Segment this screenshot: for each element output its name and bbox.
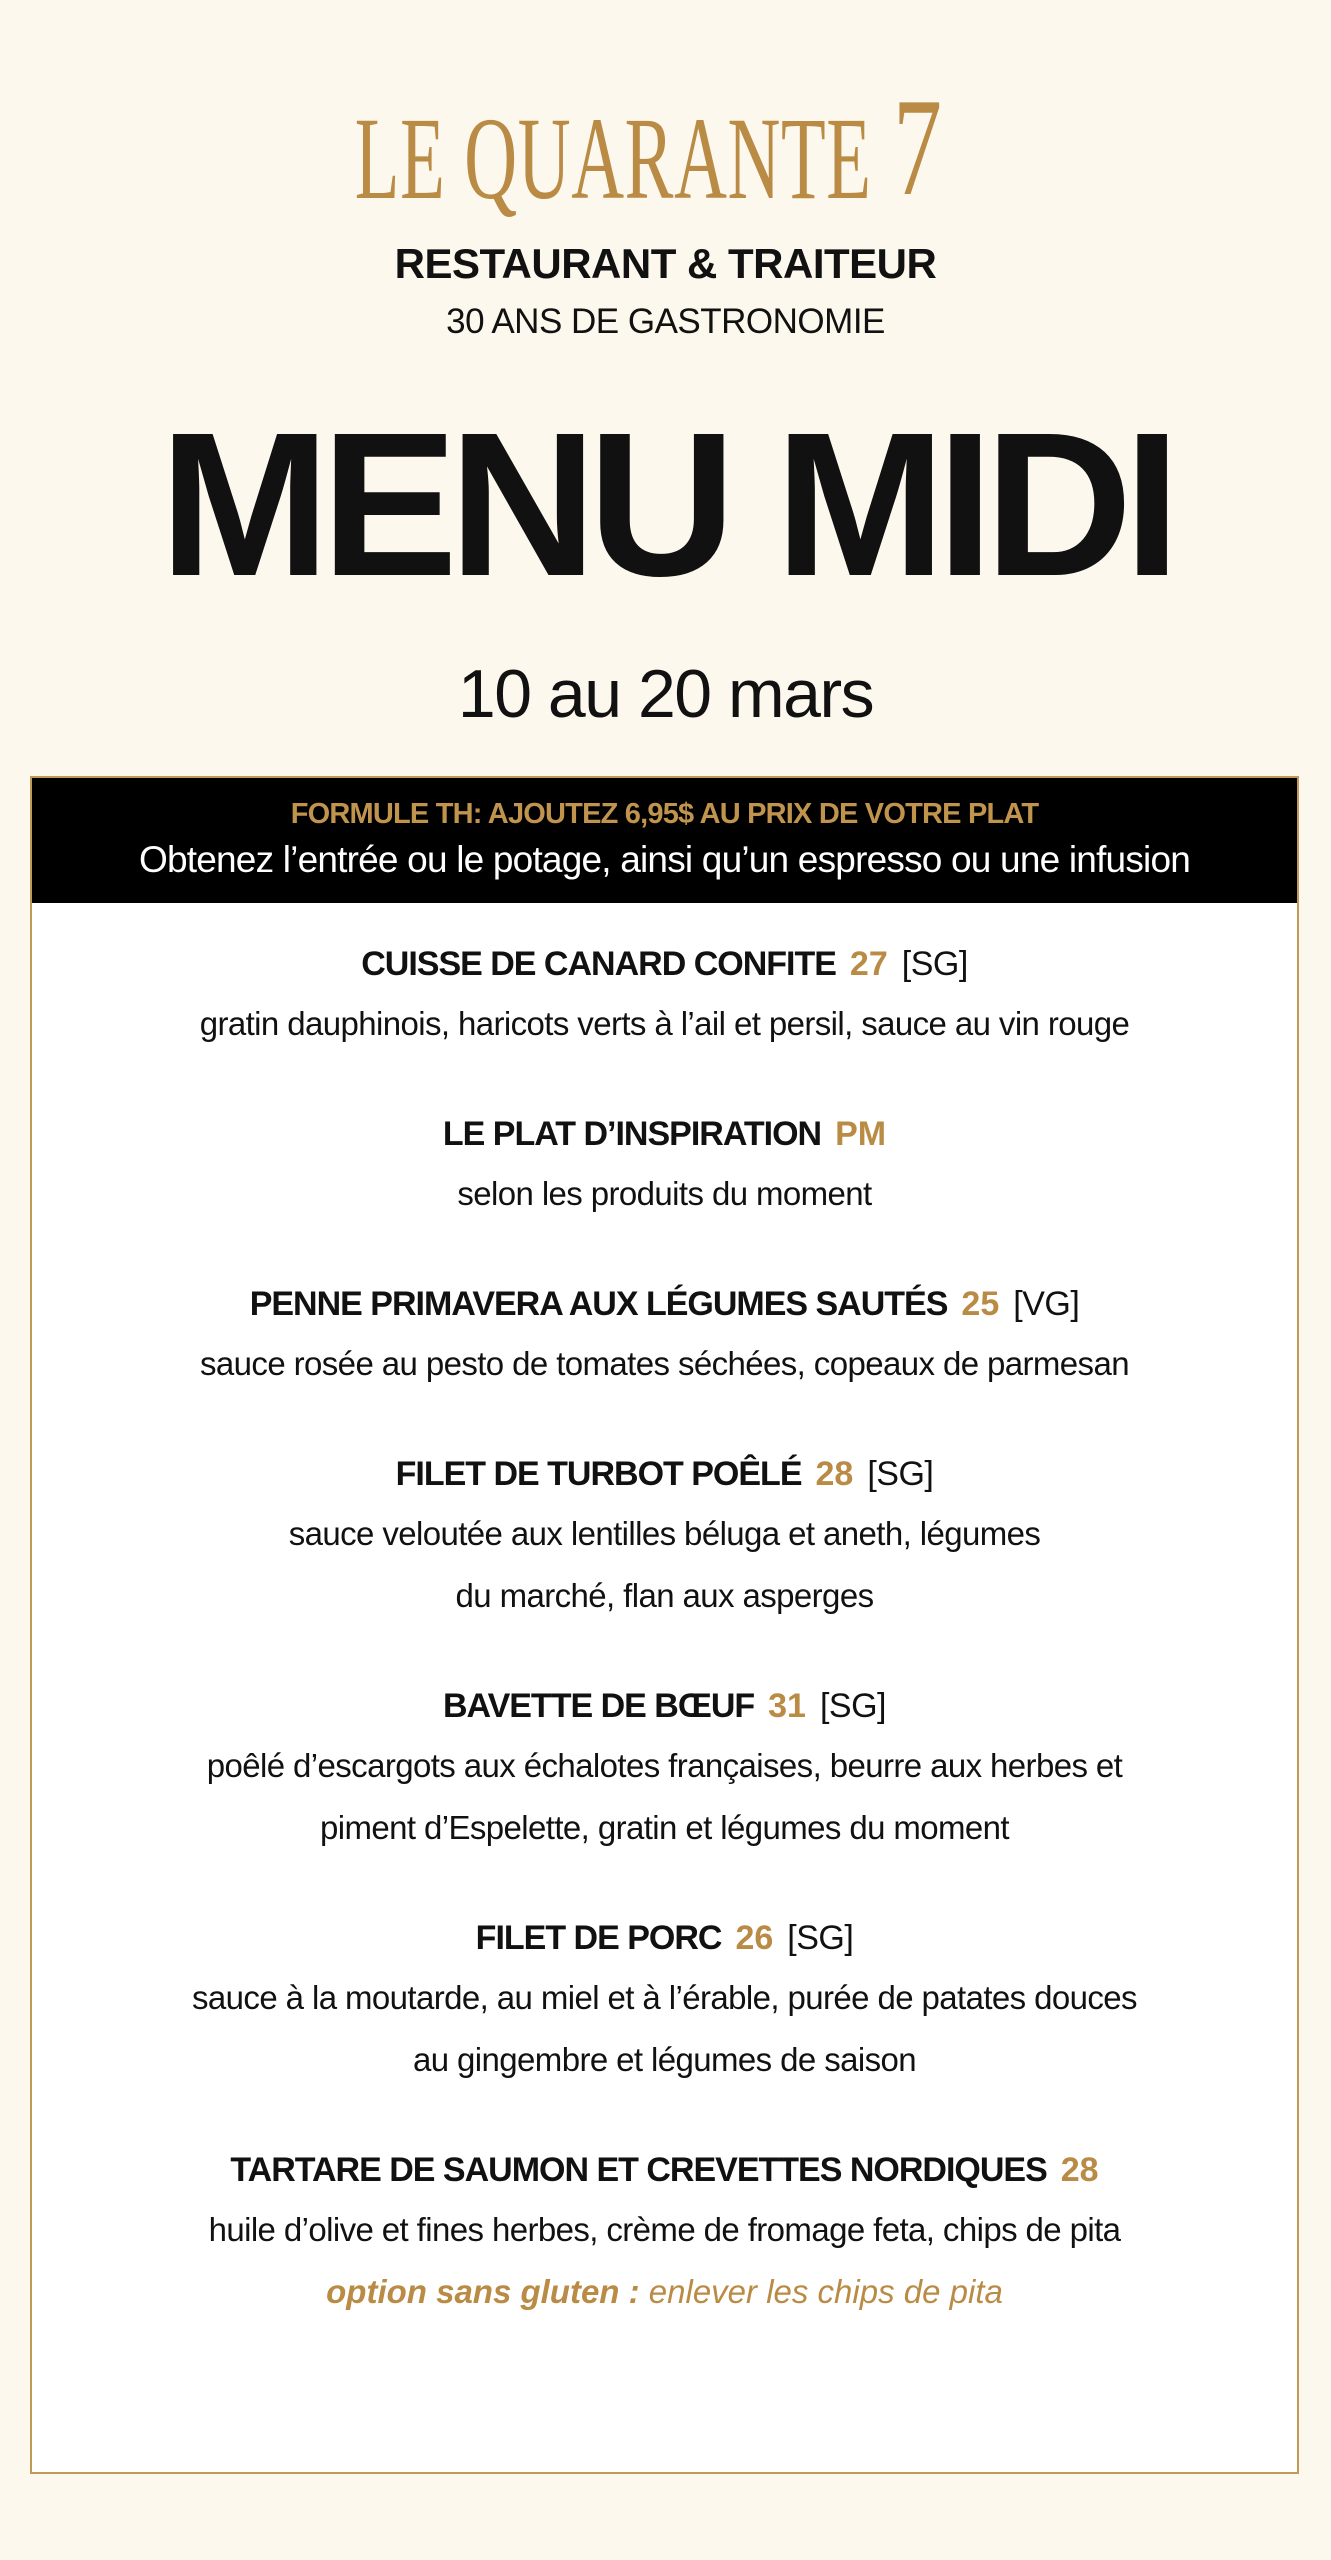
menu-item-header [32, 1445, 1297, 1503]
brand-number: 7 [893, 70, 943, 225]
header [0, 0, 1331, 733]
menu-item-price: 25 [961, 1285, 1000, 1323]
menu-item-description: piment d’Espelette, gratin et légumes du moment [319, 1809, 1010, 1846]
menu-item-diet-tag: [SG] [901, 945, 968, 983]
menu-card [30, 776, 1299, 2474]
menu-item-description: selon les produits du moment [457, 1175, 872, 1212]
menu-item-price: 28 [815, 1455, 854, 1493]
menu-item [32, 1105, 1297, 1225]
menu-item-description: gratin dauphinois, haricots verts à l’ail et persil, sauce au vin rouge [199, 1005, 1130, 1042]
brand-name: LE QUARANTE [354, 93, 872, 224]
menu-item-header [32, 1105, 1297, 1163]
menu-item-header [32, 1275, 1297, 1333]
menu-item-price: PM [835, 1115, 887, 1153]
menu-item-description: sauce à la moutarde, au miel et à l’érable, purée de patates douces [192, 1979, 1137, 2016]
menu-item [32, 1275, 1297, 1395]
menu-item-header [32, 2141, 1297, 2199]
menu-item-note [32, 2261, 1297, 2323]
menu-item-description: poêlé d’escargots aux échalotes françaises, beurre aux herbes et [206, 1747, 1123, 1784]
menu-title: MENU MIDI [159, 390, 1172, 619]
menu-item [32, 1909, 1297, 2091]
menu-item-description: huile d’olive et fines herbes, crème de fromage feta, chips de pita [208, 2211, 1121, 2248]
menu-item-header [32, 1677, 1297, 1735]
menu-item-description: au gingembre et légumes de saison [412, 2041, 917, 2078]
menu-item-name: FILET DE PORC [475, 1919, 722, 1957]
menu-item-price: 28 [1060, 2151, 1099, 2189]
menu-item-diet-tag: [SG] [819, 1687, 886, 1725]
menu-item [32, 1445, 1297, 1627]
menu-item-name: LE PLAT D’INSPIRATION [442, 1115, 822, 1153]
tagline: 30 ANS DE GASTRONOMIE [446, 302, 885, 341]
menu-item-price: 26 [735, 1919, 774, 1957]
menu-item [32, 935, 1297, 1055]
menu-dates: 10 au 20 mars [457, 656, 874, 732]
menu-item-description: du marché, flan aux asperges [455, 1577, 874, 1614]
restaurant-subtitle: RESTAURANT & TRAITEUR [394, 240, 937, 287]
menu-item-note-text: enlever les chips de pita [639, 2273, 1003, 2310]
brand-logo [0, 0, 1331, 225]
menu-item-header [32, 1909, 1297, 1967]
formula-title: FORMULE TH: AJOUTEZ 6,95$ AU PRIX DE VOTRE PLAT [290, 798, 1039, 830]
menu-item-price: 27 [849, 945, 888, 983]
menu-item-name: FILET DE TURBOT POÊLÉ [395, 1455, 802, 1493]
menu-item-name: BAVETTE DE BŒUF [442, 1687, 755, 1725]
menu-item-name: CUISSE DE CANARD CONFITE [361, 945, 836, 983]
menu-item-price: 31 [768, 1687, 806, 1725]
formula-text: Obtenez l’entrée ou le potage, ainsi qu’un espresso ou une infusion [139, 839, 1190, 880]
menu-item-note-label: option sans gluten : [326, 2273, 640, 2310]
menu-items [32, 903, 1297, 2323]
menu-item-diet-tag: [VG] [1013, 1285, 1080, 1323]
menu-item [32, 2141, 1297, 2323]
menu-item-diet-tag: [SG] [787, 1919, 854, 1957]
menu-item-header [32, 935, 1297, 993]
menu-item-name: PENNE PRIMAVERA AUX LÉGUMES SAUTÉS [249, 1285, 948, 1323]
menu-item-description: sauce veloutée aux lentilles béluga et aneth, légumes [288, 1515, 1041, 1552]
menu-item-diet-tag: [SG] [867, 1455, 934, 1493]
menu-item [32, 1677, 1297, 1859]
menu-item-description: sauce rosée au pesto de tomates séchées, copeaux de parmesan [200, 1345, 1129, 1382]
formula-banner [32, 778, 1297, 903]
menu-item-name: TARTARE DE SAUMON ET CREVETTES NORDIQUES [230, 2151, 1047, 2189]
